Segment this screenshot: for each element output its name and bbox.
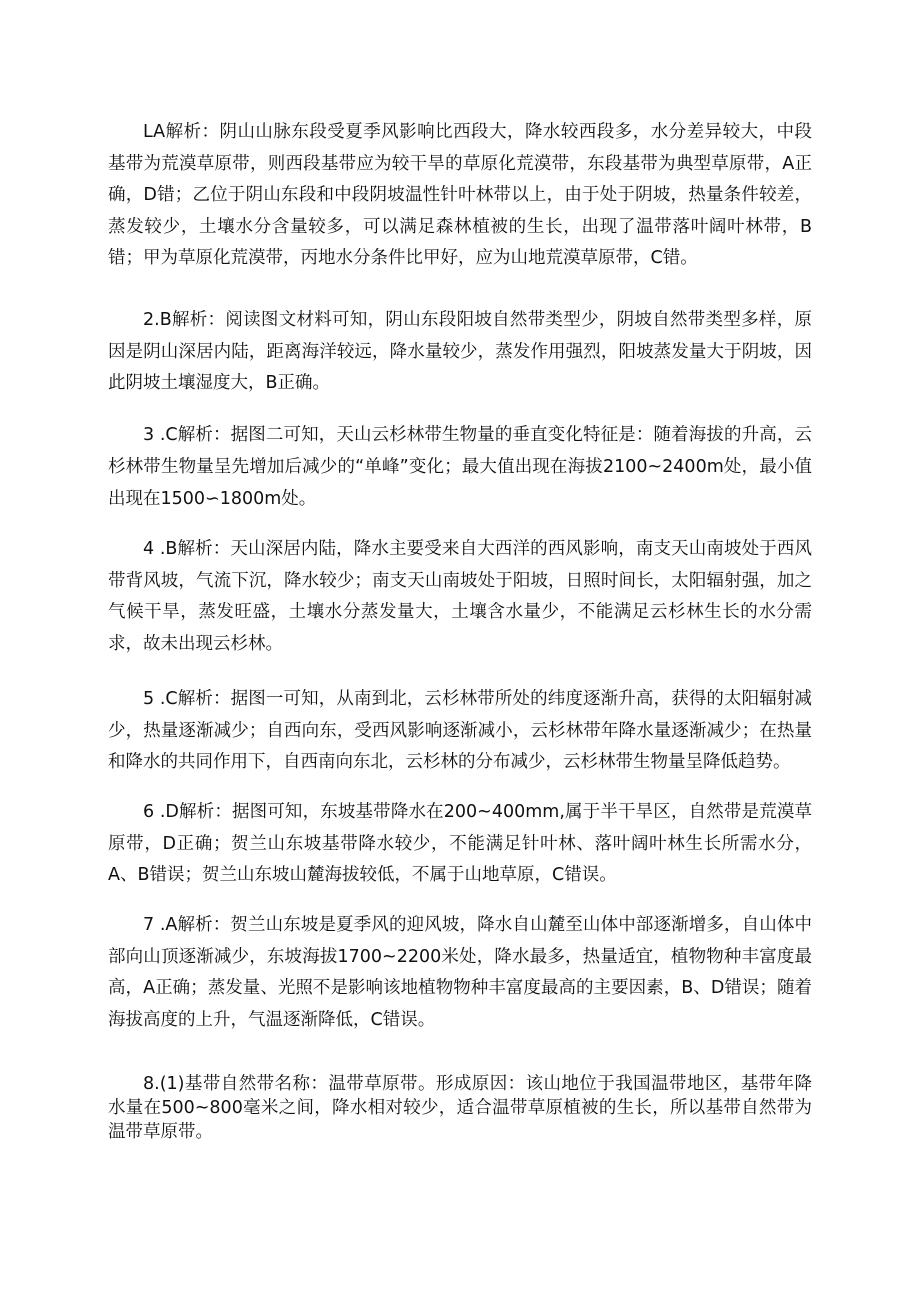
answer-3: 3 .C解析：据图二可知，天山云杉林带生物量的垂直变化特征是：随着海拔的升高，云杉林带生物量呈先增加后减少的“单峰”变化；最大值出现在海拔2100~2400m处，最小值出现在1500∽1800m处。 xyxy=(108,425,812,509)
answer-2: 2.B解析：阅读图文材料可知，阴山东段阳坡自然带类型少，阴坡自然带类型多样，原因是阴山深居内陆，距离海洋较远，降水量较少，蒸发作用强烈，阳坡蒸发量大于阴坡，因此阴坡土壤湿度大，B正确。 xyxy=(108,310,812,394)
answer-1: LA解析：阴山山脉东段受夏季风影响比西段大，降水较西段多，水分差异较大，中段基带为荒漠草原带，则西段基带应为较干旱的草原化荒漠带，东段基带为典型草原带，A正确，D错；乙位于阴山东段和中段阴坡温性针叶林带以上，由于处于阴坡，热量条件较差，蒸发较少，土壤水分含量较多，可以满足森林植被的生长，出现了温带落叶阔叶林带，B错；甲为草原化荒漠带，丙地水分条件比甲好，应为山地荒漠草原带，C错。 xyxy=(108,122,812,269)
answer-4: 4 .B解析：天山深居内陆，降水主要受来自大西洋的西风影响，南支天山南坡处于西风带背风坡，气流下沉，降水较少；南支天山南坡处于阳坡，日照时间长，太阳辐射强，加之气候干旱，蒸发旺盛，土壤水分蒸发量大，土壤含水量少，不能满足云杉林生长的水分需求，故未出现云杉林。 xyxy=(108,539,812,654)
answer-6: 6 .D解析：据图可知，东坡基带降水在200~400mm,属于半干旱区，自然带是荒漠草原带，D正确；贺兰山东坡基带降水较少，不能满足针叶林、落叶阔叶林生长所需水分，A、B错误；贺兰山东坡山麓海拔较低，不属于山地草原，C错误。 xyxy=(108,802,812,886)
answer-7: 7 .A解析：贺兰山东坡是夏季风的迎风坡，降水自山麓至山体中部逐渐增多，自山体中部向山顶逐渐减少，东坡海拔1700~2200米处，降水最多，热量适宜，植物物种丰富度最高，A正确；蒸发量、光照不是影响该地植物物种丰富度最高的主要因素，B、D错误；随着海拔高度的上升，气温逐渐降低，C错误。 xyxy=(108,915,812,1030)
answer-5: 5 .C解析：据图一可知，从南到北，云杉林带所处的纬度逐渐升高，获得的太阳辐射减少，热量逐渐减少；自西向东，受西风影响逐渐减小，云杉林带年降水量逐渐减少；在热量和降水的共同作用下，自西南向东北，云杉林的分布减少，云杉林带生物量呈降低趋势。 xyxy=(108,689,812,773)
answer-8: 8.(1)基带自然带名称：温带草原带。形成原因：该山地位于我国温带地区，基带年降水量在500~800毫米之间，降水相对较少，适合温带草原植被的生长，所以基带自然带为温带草原带。 xyxy=(108,1074,812,1142)
